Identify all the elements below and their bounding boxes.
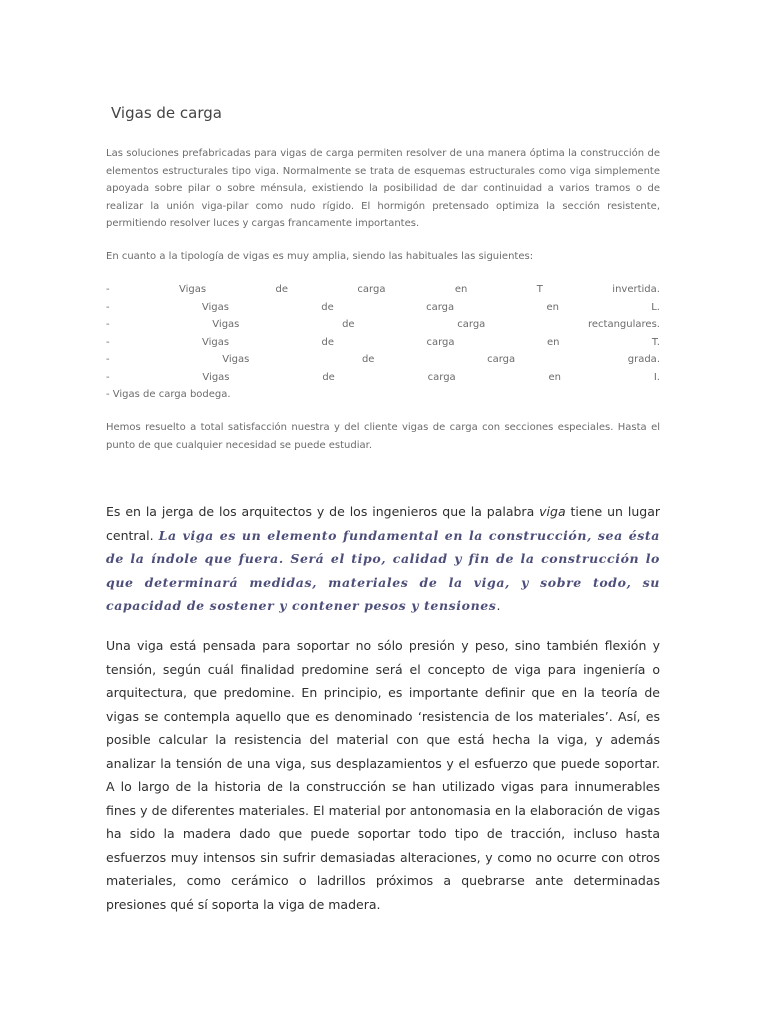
emphasis-text: La viga es un elemento fundamental en la construcción, sea ésta de la índole que fuera. Será el tipo, calidad y fin de la construcción lo que determinará medidas, materiales de la viga, y sobre todo, su capacidad de sostener y contener pesos y tensiones [106, 527, 661, 613]
list-item: - Vigas de carga rectangulares. [106, 319, 660, 330]
list-item: - Vigas de carga grada. [106, 354, 660, 365]
beam-types-list [106, 281, 660, 404]
page-title: Vigas de carga [111, 104, 222, 122]
intro-paragraph: Las soluciones prefabricadas para vigas de carga permiten resolver de una manera óptima la construcción de elementos estructurales tipo viga. Normalmente se trata de esquemas estructurales como viga simplemente apoyada sobre pilar o sobre ménsula, existiendo la posibilidad de dar continuidad a varios tramos o de realizar la unión viga-pilar como nudo rígido. El hormigón pretensado optimiza la sección resistente, permitiendo resolver luces y cargas francamente importantes. [106, 148, 660, 229]
italic-term: viga [539, 504, 566, 519]
list-item: - Vigas de carga en T invertida. [106, 284, 660, 295]
article-paragraph-1: Es en la jerga de los arquitectos y de los ingenieros que la palabra viga tiene un lugar central. La viga es un elemento fundamental en la construcción, sea ésta de la índole que fuera. Será el tipo, calidad y fin de la construcción lo que determinará medidas, materiales de la viga, y sobre todo, su capacidad de sostener y contener pesos y tensiones. [106, 504, 661, 613]
list-item: - Vigas de carga bodega. [106, 389, 231, 400]
closing-paragraph: Hemos resuelto a total satisfacción nuestra y del cliente vigas de carga con secciones especiales. Hasta el punto de que cualquier necesidad se puede estudiar. [106, 422, 660, 451]
typology-intro: En cuanto a la tipología de vigas es muy amplia, siendo las habituales las siguientes: [106, 251, 534, 262]
list-item: - Vigas de carga en L. [106, 301, 660, 313]
list-item: - Vigas de carga en T. [106, 336, 660, 348]
list-item: - Vigas de carga en I. [106, 371, 660, 383]
article-paragraph-2: Una viga está pensada para soportar no sólo presión y peso, sino también flexión y tensión, según cuál finalidad predomine será el concepto de viga para ingeniería o arquitectura, que predomine. En principio, es importante definir que en la teoría de vigas se contempla aquello que es denominado ‘resistencia de los materiales’. Así, es posible calcular la resistencia del material con que está hecha la viga, y además analizar la tensión de una viga, sus desplazamientos y el esfuerzo que puede soportar. A lo largo de la historia de la construcción se han utilizado vigas para innumerables fines y de diferentes materiales. El material por antonomasia en la elaboración de vigas ha sido la madera dado que puede soportar todo tipo de tracción, incluso hasta esfuerzos muy intensos sin sufrir demasiadas alteraciones, y como no ocurre con otros materiales, como cerámico o ladrillos próximos a quebrarse ante determinadas presiones qué sí soporta la viga de madera. [106, 638, 660, 912]
